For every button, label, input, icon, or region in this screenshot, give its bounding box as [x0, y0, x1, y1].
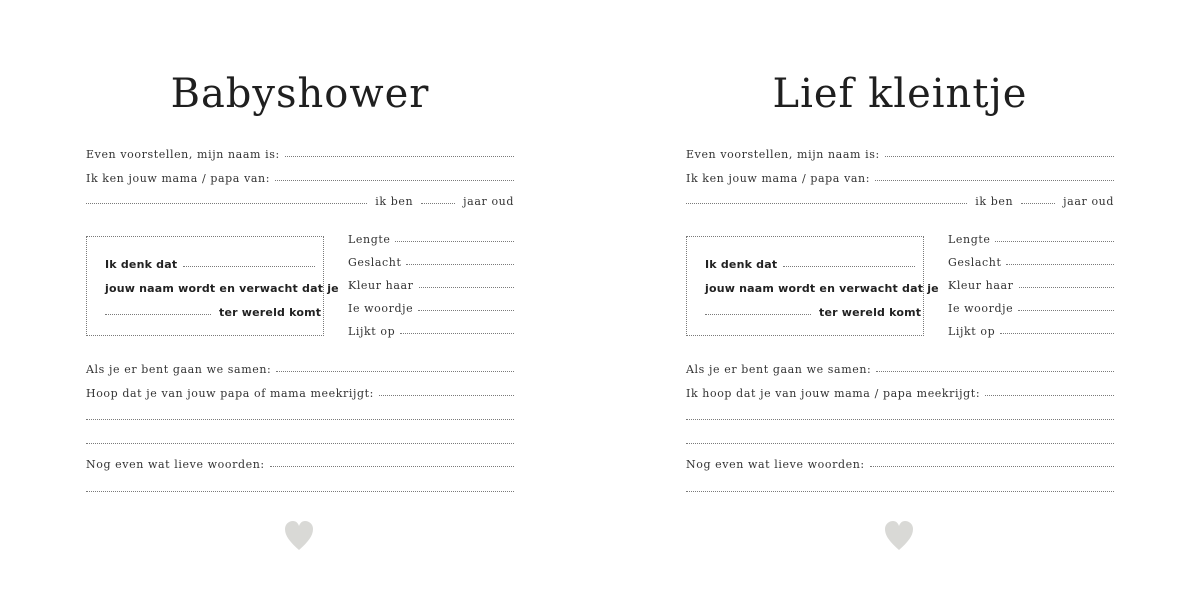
guess-text-3: ter wereld komt [819, 306, 922, 319]
inherit-row [686, 386, 1114, 402]
guess-text-1: Ik denk dat [705, 258, 778, 271]
trait-label: Geslacht [348, 256, 402, 269]
together-blank[interactable] [876, 361, 1114, 372]
blank-line[interactable] [686, 409, 1114, 420]
name-blank[interactable] [885, 146, 1114, 157]
trait-label: Kleur haar [948, 279, 1014, 292]
guess-text-1: Ik denk dat [105, 258, 178, 271]
guess-name-blank[interactable] [183, 256, 315, 267]
page-title: Babyshower [170, 71, 430, 117]
age-row [86, 194, 514, 210]
blank-line[interactable] [86, 409, 514, 420]
blank-line-row [86, 482, 514, 498]
inherit-row [86, 386, 514, 402]
words-row [86, 457, 514, 473]
name-row [86, 147, 514, 163]
parent-blank[interactable] [275, 170, 514, 181]
guess-date-blank[interactable] [105, 304, 211, 315]
name-label: Even voorstellen, mijn naam is: [86, 148, 280, 161]
age-prefix: ik ben [375, 195, 414, 208]
together-blank[interactable] [276, 361, 514, 372]
trait-blank[interactable] [406, 254, 514, 265]
words-row [686, 457, 1114, 473]
blank-line[interactable] [86, 433, 514, 444]
age-suffix: jaar oud [463, 195, 514, 208]
inherit-label: Ik hoop dat je van jouw mama / papa meekrijgt: [686, 387, 981, 400]
trait-row-word [348, 301, 514, 317]
trait-row-gender [348, 255, 514, 271]
guess-name-blank[interactable] [783, 256, 915, 267]
together-label: Als je er bent gaan we samen: [86, 363, 272, 376]
guess-text-2: jouw naam wordt en verwacht dat je [705, 282, 939, 295]
guess-date-blank[interactable] [705, 304, 811, 315]
guess-line-2 [705, 280, 939, 298]
page-title: Lief kleintje [772, 71, 1028, 117]
parent-blank[interactable] [875, 170, 1114, 181]
guess-line-1 [705, 256, 915, 274]
parent-row [86, 171, 514, 187]
heart-icon [284, 520, 314, 552]
parent-blank-continued[interactable] [686, 193, 967, 204]
age-row [686, 194, 1114, 210]
age-blank[interactable] [421, 193, 455, 204]
trait-blank[interactable] [1019, 277, 1114, 288]
trait-row-word [948, 301, 1114, 317]
words-label: Nog even wat lieve woorden: [86, 458, 265, 471]
trait-row-lookalike [948, 324, 1114, 340]
trait-blank[interactable] [1018, 300, 1114, 311]
blank-line-row [686, 434, 1114, 450]
heart-icon [884, 520, 914, 552]
parent-blank-continued[interactable] [86, 193, 367, 204]
name-blank[interactable] [285, 146, 514, 157]
blank-line[interactable] [686, 433, 1114, 444]
guess-text-3: ter wereld komt [219, 306, 322, 319]
together-label: Als je er bent gaan we samen: [686, 363, 872, 376]
together-row [86, 362, 514, 378]
guess-box [686, 236, 939, 336]
guess-text-2: jouw naam wordt en verwacht dat je [105, 282, 339, 295]
blank-line-row [686, 482, 1114, 498]
trait-label: Lijkt op [348, 325, 396, 338]
age-prefix: ik ben [975, 195, 1014, 208]
right-page [600, 0, 1200, 600]
inherit-label: Hoop dat je van jouw papa of mama meekrijgt: [86, 387, 374, 400]
trait-label: Geslacht [948, 256, 1002, 269]
trait-row-gender [948, 255, 1114, 271]
words-blank[interactable] [870, 456, 1114, 467]
blank-line-row [686, 410, 1114, 426]
trait-row-lookalike [348, 324, 514, 340]
parent-label: Ik ken jouw mama / papa van: [86, 172, 271, 185]
age-blank[interactable] [1021, 193, 1055, 204]
trait-row-length [348, 232, 514, 248]
trait-label: Lengte [348, 233, 391, 246]
trait-label: Ie woordje [348, 302, 414, 315]
trait-row-length [948, 232, 1114, 248]
guess-box [86, 236, 339, 336]
trait-blank[interactable] [1006, 254, 1114, 265]
trait-blank[interactable] [395, 231, 514, 242]
age-suffix: jaar oud [1063, 195, 1114, 208]
blank-line-row [86, 434, 514, 450]
trait-row-hair [348, 278, 514, 294]
blank-line-row [86, 410, 514, 426]
blank-line[interactable] [686, 481, 1114, 492]
trait-blank[interactable] [418, 300, 514, 311]
trait-blank[interactable] [995, 231, 1114, 242]
trait-label: Lengte [948, 233, 991, 246]
name-label: Even voorstellen, mijn naam is: [686, 148, 880, 161]
trait-label: Ie woordje [948, 302, 1014, 315]
trait-label: Lijkt op [948, 325, 996, 338]
trait-label: Kleur haar [348, 279, 414, 292]
blank-line[interactable] [86, 481, 514, 492]
trait-blank[interactable] [1000, 323, 1114, 334]
guess-line-3 [105, 304, 321, 322]
trait-blank[interactable] [419, 277, 514, 288]
inherit-blank[interactable] [985, 385, 1114, 396]
words-label: Nog even wat lieve woorden: [686, 458, 865, 471]
trait-blank[interactable] [400, 323, 514, 334]
words-blank[interactable] [270, 456, 514, 467]
parent-row [686, 171, 1114, 187]
guess-line-2 [105, 280, 339, 298]
name-row [686, 147, 1114, 163]
parent-label: Ik ken jouw mama / papa van: [686, 172, 871, 185]
guess-line-3 [705, 304, 921, 322]
trait-row-hair [948, 278, 1114, 294]
inherit-blank[interactable] [379, 385, 514, 396]
together-row [686, 362, 1114, 378]
guess-line-1 [105, 256, 315, 274]
